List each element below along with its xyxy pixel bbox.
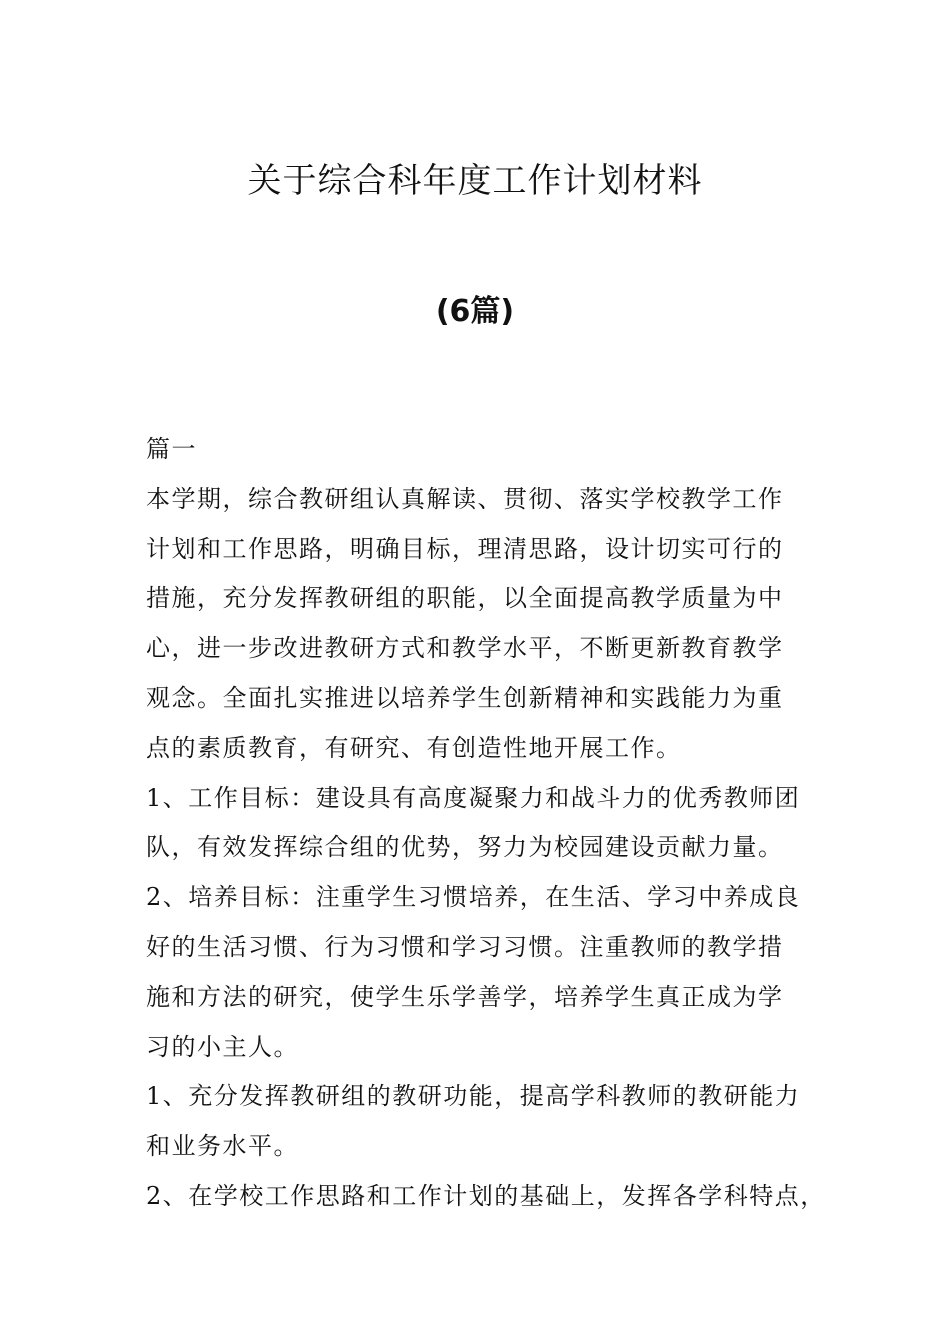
document-body <box>146 425 826 1222</box>
body-line: 队，有效发挥综合组的优势，努力为校园建设贡献力量。 <box>146 833 784 862</box>
body-line: 1、充分发挥教研组的教研功能，提高学科教师的教研能力 <box>146 1082 801 1111</box>
body-line: 2、培养目标：注重学生习惯培养，在生活、学习中养成良 <box>146 883 801 912</box>
body-line: 计划和工作思路，明确目标，理清思路，设计切实可行的 <box>146 534 784 563</box>
section-heading: 篇一 <box>146 435 197 463</box>
document-subtitle: (6篇) <box>435 294 515 329</box>
body-line: 2、在学校工作思路和工作计划的基础上，发挥各学科特点， <box>146 1181 826 1210</box>
body-line: 心，进一步改进教研方式和教学水平，不断更新教育教学 <box>146 634 784 663</box>
body-line: 措施，充分发挥教研组的职能，以全面提高教学质量为中 <box>146 584 784 613</box>
body-line: 本学期，综合教研组认真解读、贯彻、落实学校教学工作 <box>146 484 784 513</box>
document-title: 关于综合科年度工作计划材料 <box>247 161 703 201</box>
body-line: 习的小主人。 <box>146 1032 299 1061</box>
body-line: 施和方法的研究，使学生乐学善学，培养学生真正成为学 <box>146 982 784 1011</box>
body-line: 点的素质教育，有研究、有创造性地开展工作。 <box>146 733 682 762</box>
body-line: 和业务水平。 <box>146 1132 299 1161</box>
body-line: 1、工作目标：建设具有高度凝聚力和战斗力的优秀教师团 <box>146 783 801 812</box>
body-line: 好的生活习惯、行为习惯和学习习惯。注重教师的教学措 <box>146 932 784 961</box>
body-line: 观念。全面扎实推进以培养学生创新精神和实践能力为重 <box>146 683 784 712</box>
